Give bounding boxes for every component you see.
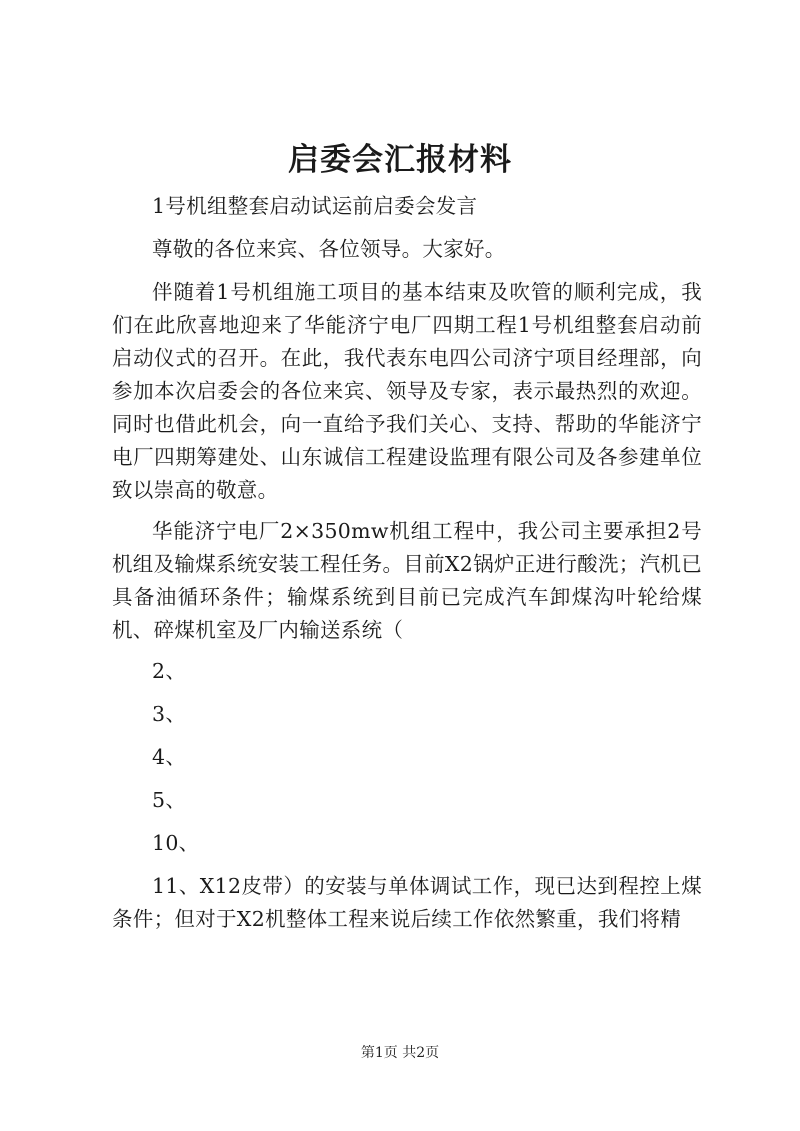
list-item-5: 5、 (152, 788, 187, 812)
paragraph-greeting: 尊敬的各位来宾、各位领导。大家好。 (152, 237, 506, 261)
paragraph-welcome: 伴随着1号机组施工项目的基本结束及吹管的顺利完成，我们在此欣喜地迎来了华能济宁电厂四期工程1号机组整套启动前启动仪式的召开。在此，我代表东电四公司济宁项目经理部，向参加本次启委会的各位来宾、领导及专家，表示最热烈的欢迎。同时也借此机会，向一直给予我们关心、支持、帮助的华能济宁电厂四期筹建处、山东诚信工程建设监理有限公司及各参建单位致以崇高的敬意。 (112, 280, 702, 502)
list-item-3: 3、 (152, 702, 187, 726)
document-title: 启委会汇报材料 (288, 142, 512, 178)
paragraph-subtitle: 1号机组整套启动试运前启委会发言 (152, 194, 478, 218)
paragraph-continuation: 11、X12皮带）的安装与单体调试工作，现已达到程控上煤条件；但对于X2机整体工程来说后续工作依然繁重，我们将精 (112, 874, 702, 931)
list-item-2: 2、 (152, 659, 187, 683)
page-footer: 第1页 共2页 (360, 1045, 440, 1061)
list-item-10: 10、 (152, 831, 200, 855)
list-item-4: 4、 (152, 745, 187, 769)
paragraph-progress: 华能济宁电厂2×350mw机组工程中，我公司主要承担2号机组及输煤系统安装工程任务。目前X2锅炉正进行酸洗；汽机已具备油循环条件；输煤系统到目前已完成汽车卸煤沟叶轮给煤机、碎煤机室及厂内输送系统（ (112, 519, 702, 642)
document-body (112, 190, 702, 944)
